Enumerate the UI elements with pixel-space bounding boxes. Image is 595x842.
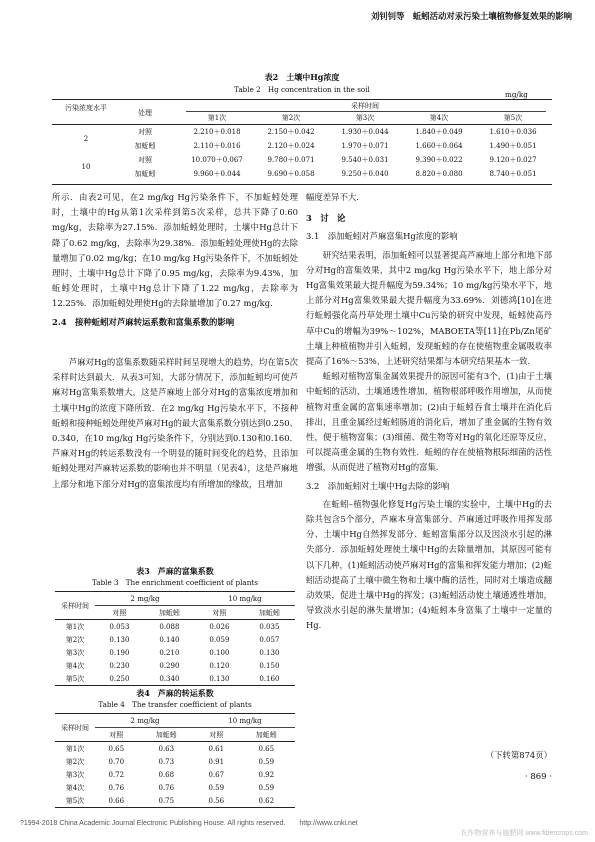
table-row <box>55 794 295 808</box>
continued-note: （下转第874页） <box>485 750 552 760</box>
table3-sub: 对照 <box>212 608 227 617</box>
table2-treat: 加蚯蚓 <box>134 142 156 150</box>
page-number: · 869 · <box>524 772 552 782</box>
table4-cell: 0.67 <box>208 770 225 779</box>
table2-cell: 1.930＋0.044 <box>341 128 389 136</box>
table2-row <box>52 169 552 183</box>
table2-cell: 10.070＋0.067 <box>191 156 243 164</box>
table2-time-headers <box>180 113 552 123</box>
table3-cell: 0.210 <box>159 648 180 657</box>
table4-cell: 0.65 <box>258 744 275 753</box>
table4-cell: 0.76 <box>108 783 125 792</box>
table4-cell: 0.66 <box>108 796 125 805</box>
table4-cell: 0.73 <box>158 757 175 766</box>
table4-level: 2 mg/kg <box>95 714 195 728</box>
table3-cell: 0.340 <box>159 674 180 683</box>
table3-cell: 0.250 <box>109 674 130 683</box>
table2-treat: 对照 <box>138 156 152 164</box>
table4-sub: 对照 <box>209 730 224 739</box>
left-column-text-2 <box>52 355 298 565</box>
table2-cell: 2.110＋0.016 <box>193 142 241 150</box>
table3-col-time-label: 采样时间 <box>61 601 89 610</box>
table2-col-treat: 处理 <box>138 109 152 117</box>
table2-row <box>52 141 552 155</box>
table3-cell: 0.140 <box>159 635 180 644</box>
table4-cell: 0.62 <box>258 796 275 805</box>
table4-time: 第3次 <box>65 770 85 779</box>
table3-time: 第1次 <box>65 622 85 631</box>
table2-cell: 9.250＋0.040 <box>341 170 389 178</box>
table2-cell: 1.970＋0.071 <box>341 142 389 150</box>
table2-row <box>52 127 552 141</box>
table4-col-time-label: 采样时间 <box>61 723 89 732</box>
table4 <box>55 713 295 808</box>
table2-cell: 9.540＋0.031 <box>341 156 389 164</box>
table4-cell: 0.65 <box>108 744 125 753</box>
paragraph: 蚯蚓对植物富集金属效果提升的原因可能有3个，(1)由于土壤中蚯蚓的活动，土壤通透性增加，植物根部呼吸作用增加，从而使植物对重金属的富集速率增加；(2)由于蚯蚓吞食土壤并在消化后排出，且重金属经过蚯蚓肠道的消化后，增加了重金属的生物有效性，便于植物富集；(3)细菌、微生物等对Hg的氧化还原等反应，可以提高重金属的生物有效性．蚯蚓的存在使植物根际细菌的活性增强，从而促进了植物对Hg的富集． <box>306 371 552 473</box>
table3-cell: 0.230 <box>109 661 130 670</box>
table4-cell: 0.61 <box>208 744 225 753</box>
table2-cell: 1.840＋0.049 <box>415 128 463 136</box>
table3-cell: 0.130 <box>109 635 130 644</box>
paragraph: 在蚯蚓–植物强化修复Hg污染土壤的实验中，土壤中Hg的去除共包含5个部分，芦麻本身富集部分、芦麻通过呼吸作用挥发部分、土壤中Hg自然挥发部分、蚯蚓富集部分以及因淡水引起的淋失部分．添加蚯蚓处理使土壤中Hg的去除量增加，其原因可能有以下几种，(1)蚯蚓活动使芦麻对Hg的富集和挥发能力增加；(2)蚯蚓活动提高了土壤中微生物和土壤中酶的活性，同时对土壤造成翻动效果，促进土壤中Hg的挥发；(3)蚯蚓活动使土壤通透性增加，导致淡水引起的淋失量增加；(4)蚯蚓本身富集了土壤中一定量的Hg． <box>306 498 552 631</box>
table3-sub: 对照 <box>112 608 127 617</box>
table2-cell: 1.490＋0.051 <box>489 142 537 150</box>
table3-cell: 0.150 <box>259 661 280 670</box>
table4-time: 第5次 <box>65 796 85 805</box>
table3-cell: 0.026 <box>209 622 230 631</box>
table3-sub: 加蚯蚓 <box>158 608 180 617</box>
table3-cell: 0.057 <box>259 635 280 644</box>
table4-time: 第2次 <box>65 757 85 766</box>
table2-cell: 1.610＋0.036 <box>489 128 537 136</box>
table3-time: 第5次 <box>65 674 85 683</box>
table4-time: 第1次 <box>65 744 85 753</box>
table-row <box>55 646 295 659</box>
table2-treat: 对照 <box>138 128 152 136</box>
table2-cell: 9.690＋0.058 <box>267 170 315 178</box>
table4-cell: 0.91 <box>208 757 225 766</box>
table2-header-rule <box>52 124 552 125</box>
table3-cell: 0.290 <box>159 661 180 670</box>
table3-title-en: Table 3 The enrichment coefficient of plants <box>92 578 258 587</box>
paragraph: 研究结果表明，添加蚯蚓可以显著提高芦麻地上部分和地下部分对Hg的富集效果，其中2 mg/kg Hg污染水平下，地上部分对Hg富集效果最大提升幅度为59.34%；10 mg/kg污染水平下，地上部分对Hg富集效果最大提升幅度为33.69%．刘德鸿[10]在进行蚯蚓强化高丹草处理土壤中Cu污染的研究中发现，蚯蚓使高丹草中Cu的增幅为39%～102%，MABOETA等[11]在Pb/Zn尾矿土壤上种植植物并引入蚯蚓，发现蚯蚓的存在使植物重金属吸收率提高了16%～53%，上述研究结果都与本研究结果基本一致． <box>306 249 552 367</box>
table3-level: 2 mg/kg <box>95 592 195 606</box>
table2-level: 10 <box>81 163 91 171</box>
table-row <box>55 742 295 756</box>
paragraph: 所示．由表2可见，在2 mg/kg Hg污染条件下，不加蚯蚓处理时，土壤中的Hg从第1次采样到第5次采样，总共下降了0.60 mg/kg，去除率为27.15%．添加蚯蚓处理时，土壤中Hg总计下降了0.62 mg/kg，去除率为29.38%．添加蚯蚓处理使Hg的去除量增加了0.02 mg/kg；在10 mg/kg Hg污染条件下，不加蚯蚓处理时，土壤中Hg总计下降了0.95 mg/kg，去除率为9.43%，加蚯蚓处理时，土壤中Hg总计下降了1.22 mg/kg，去除率为12.25%．添加蚯蚓处理使Hg的去除量增加了0.27 mg/kg． <box>52 192 298 309</box>
table2-row <box>52 155 552 169</box>
table2-bottom-rule <box>52 184 552 185</box>
table4-sub: 加蚯蚓 <box>255 730 277 739</box>
table2-level: 2 <box>83 135 89 143</box>
table3-cell: 0.130 <box>209 674 230 683</box>
table3-cell: 0.160 <box>259 674 280 683</box>
table-row <box>55 755 295 768</box>
table3-cell: 0.059 <box>209 635 230 644</box>
table2-time-2: 第2次 <box>281 114 301 122</box>
table2-cell: 9.390＋0.022 <box>415 156 463 164</box>
table3-time: 第3次 <box>65 648 85 657</box>
table2-top-rule <box>52 99 552 100</box>
footer-copyright <box>20 818 580 828</box>
table3-cell: 0.120 <box>209 661 230 670</box>
table2-treat: 加蚯蚓 <box>134 170 156 178</box>
table-row <box>55 620 295 634</box>
table2-time-1: 第1次 <box>207 114 227 122</box>
table2-col-time: 采样时间 <box>351 102 379 110</box>
table2-sub-rule <box>186 111 546 112</box>
table4-sub: 加蚯蚓 <box>155 730 177 739</box>
paragraph: 幅度差异不大． <box>306 192 365 202</box>
table4-cell: 0.59 <box>208 783 225 792</box>
right-column-text <box>306 190 552 735</box>
table-row <box>55 659 295 672</box>
table4-cell: 0.59 <box>258 757 275 766</box>
table4-time: 第4次 <box>65 783 85 792</box>
watermark: 农作物营养与施肥网 www.fibercrops.com <box>460 830 588 837</box>
table2-cell: 8.740＋0.051 <box>489 170 537 178</box>
table3-cell: 0.130 <box>259 648 280 657</box>
table4-cell: 0.59 <box>258 783 275 792</box>
paragraph: 芦麻对Hg的富集系数随采样时间呈现增大的趋势，均在第5次采样时达到最大．从表3可知，大部分情况下，添加蚯蚓均可使芦麻对Hg富集系数增大，这是芦麻地上部分对Hg的富集浓度增加和土壤中Hg的浓度下降所致．在2 mg/kg Hg污染水平下，不接种蚯蚓和接种蚯蚓处理使芦麻对Hg的最大富集系数分别达到0.250、0.340，在10 mg/kg Hg污染条件下，分别达到0.130和0.160．芦麻对Hg的转运系数没有一个明显的随时间变化的趋势，且添加蚯蚓处理对芦麻转运系数的影响也并不明显（见表4），这是芦麻地上部分和地下部分对Hg的富集浓度均有所增加的缘故，且增加 <box>52 357 298 489</box>
section-heading-2-4: 2.4 接种蚯蚓对芦麻转运系数和富集系数的影响 <box>52 316 235 327</box>
table4-title-cn: 表4 芦麻的转运系数 <box>136 688 214 698</box>
footer-text: ?1994-2018 China Academic Journal Electronic Publishing House. All rights reserved. http://www.cnki.net <box>20 820 358 827</box>
table2-title-en: Table 2 Hg concentration in the soil <box>234 85 370 94</box>
table3-level: 10 mg/kg <box>195 592 295 606</box>
table2-cell: 9.120＋0.027 <box>489 156 537 164</box>
section-heading-3: 3 讨 论 <box>306 213 346 224</box>
table-row <box>55 781 295 794</box>
table3 <box>55 591 295 686</box>
table2-title-cn: 表2 土壤中Hg浓度 <box>264 72 340 82</box>
table3-sub: 加蚯蚓 <box>258 608 280 617</box>
table4-level: 10 mg/kg <box>195 714 295 728</box>
table2-cell: 8.820＋0.080 <box>415 170 463 178</box>
table2-time-3: 第3次 <box>355 114 375 122</box>
left-column-text <box>52 190 298 356</box>
section-heading-3-1: 3.1 添加蚯蚓对芦麻富集Hg浓度的影响 <box>306 231 458 242</box>
table4-cell: 0.70 <box>108 757 125 766</box>
table2-cell: 9.780＋0.071 <box>267 156 315 164</box>
table3-title-cn: 表3 芦麻的富集系数 <box>136 566 214 576</box>
table2-col-level: 污染浓度水平 <box>65 104 107 112</box>
table4-title-en: Table 4 The transfer coefficient of plants <box>98 700 252 709</box>
table4-cell: 0.75 <box>158 796 175 805</box>
table3-cell: 0.100 <box>209 648 230 657</box>
table3-cell: 0.035 <box>259 622 280 631</box>
table4-sub: 对照 <box>109 730 124 739</box>
table4-cell: 0.56 <box>208 796 225 805</box>
table2-cell: 2.210＋0.018 <box>193 128 241 136</box>
table3-cell: 0.053 <box>109 622 130 631</box>
table-row <box>55 768 295 781</box>
table-row <box>55 633 295 646</box>
table2-time-5: 第5次 <box>503 114 523 122</box>
table3-cell: 0.088 <box>159 622 180 631</box>
table4-col-time <box>55 714 95 742</box>
table2-cell: 9.960＋0.044 <box>193 170 241 178</box>
table4-cell: 0.72 <box>108 770 125 779</box>
section-heading-3-2: 3.2 添加蚯蚓对土壤中Hg去除的影响 <box>306 480 450 491</box>
table3-cell: 0.190 <box>109 648 130 657</box>
table3-time: 第2次 <box>65 635 85 644</box>
table2-cell: 2.120＋0.024 <box>267 142 315 150</box>
table4-cell: 0.68 <box>158 770 175 779</box>
table4-cell: 0.92 <box>258 770 275 779</box>
table3-time: 第4次 <box>65 661 85 670</box>
running-header: 刘钊钊等 蚯蚓活动对汞污染土壤植物修复效果的影响 <box>371 11 572 21</box>
table2-cell: 1.660＋0.064 <box>415 142 463 150</box>
table4-cell: 0.63 <box>158 744 175 753</box>
table-row <box>55 672 295 686</box>
table3-col-time <box>55 592 95 620</box>
table2-cell: 2.150＋0.042 <box>267 128 315 136</box>
table2-unit: mg/kg <box>505 90 528 99</box>
table2-time-4: 第4次 <box>429 114 449 122</box>
table4-cell: 0.76 <box>158 783 175 792</box>
